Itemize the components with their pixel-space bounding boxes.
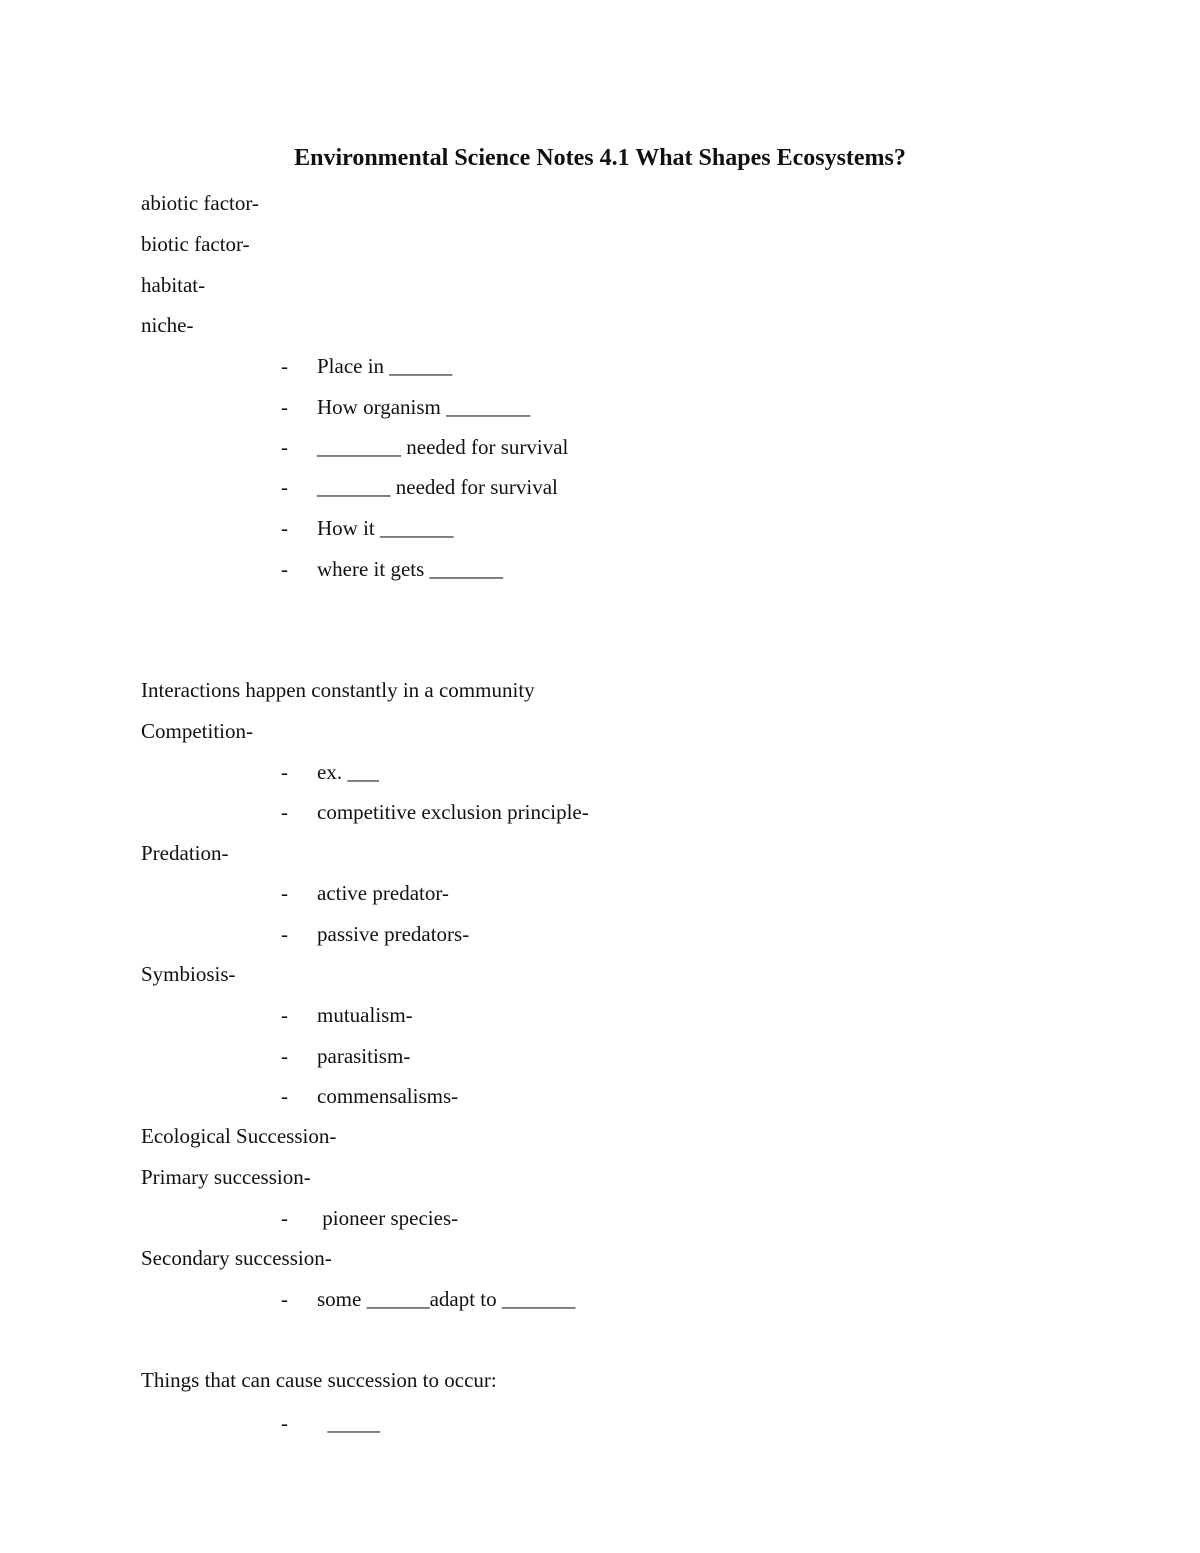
bullet-dash: - [281, 1411, 288, 1435]
bullet-text: _______ needed for survival [317, 475, 558, 499]
bullet-dash: - [281, 475, 288, 499]
interactions-heading: Interactions happen constantly in a community [141, 678, 535, 702]
bullet-dash: - [281, 922, 288, 946]
bullet-dash: - [281, 1044, 288, 1068]
bullet-text: commensalisms- [317, 1084, 459, 1108]
bullet-dash: - [281, 354, 288, 378]
bullet-text: competitive exclusion principle- [317, 800, 589, 824]
bullet-dash: - [281, 1206, 288, 1230]
primary-succession-label: Primary succession- [141, 1165, 311, 1189]
bullet-dash: - [281, 881, 288, 905]
term-biotic-factor: biotic factor- [141, 232, 250, 256]
bullet-dash: - [281, 1287, 288, 1311]
bullet-dash: - [281, 760, 288, 784]
symbiosis-label: Symbiosis- [141, 962, 236, 986]
bullet-dash: - [281, 557, 288, 581]
bullet-text: passive predators- [317, 922, 470, 946]
bullet-text: ________ needed for survival [317, 435, 569, 459]
bullet-text: mutualism- [317, 1003, 413, 1027]
secondary-succession-label: Secondary succession- [141, 1246, 332, 1270]
bullet-text: ex. ___ [317, 760, 379, 784]
bullet-text: Place in ______ [317, 354, 453, 378]
bullet-dash: - [281, 1003, 288, 1027]
bullet-text: parasitism- [317, 1044, 411, 1068]
bullet-text: some ______adapt to _______ [317, 1287, 576, 1311]
predation-label: Predation- [141, 841, 229, 865]
term-niche: niche- [141, 313, 194, 337]
bullet-text: _____ [317, 1411, 380, 1435]
bullet-dash: - [281, 435, 288, 459]
causes-heading: Things that can cause succession to occur: [141, 1368, 497, 1392]
document-title: Environmental Science Notes 4.1 What Shapes Ecosystems? [294, 145, 906, 171]
bullet-text: where it gets _______ [317, 557, 504, 581]
competition-label: Competition- [141, 719, 253, 743]
bullet-text: active predator- [317, 881, 449, 905]
bullet-dash: - [281, 516, 288, 540]
bullet-dash: - [281, 1084, 288, 1108]
bullet-text: pioneer species- [317, 1206, 459, 1230]
bullet-dash: - [281, 395, 288, 419]
bullet-text: How organism ________ [317, 395, 531, 419]
bullet-text: How it _______ [317, 516, 454, 540]
ecological-succession-label: Ecological Succession- [141, 1124, 337, 1148]
term-habitat: habitat- [141, 273, 206, 297]
term-abiotic-factor: abiotic factor- [141, 191, 259, 215]
bullet-dash: - [281, 800, 288, 824]
